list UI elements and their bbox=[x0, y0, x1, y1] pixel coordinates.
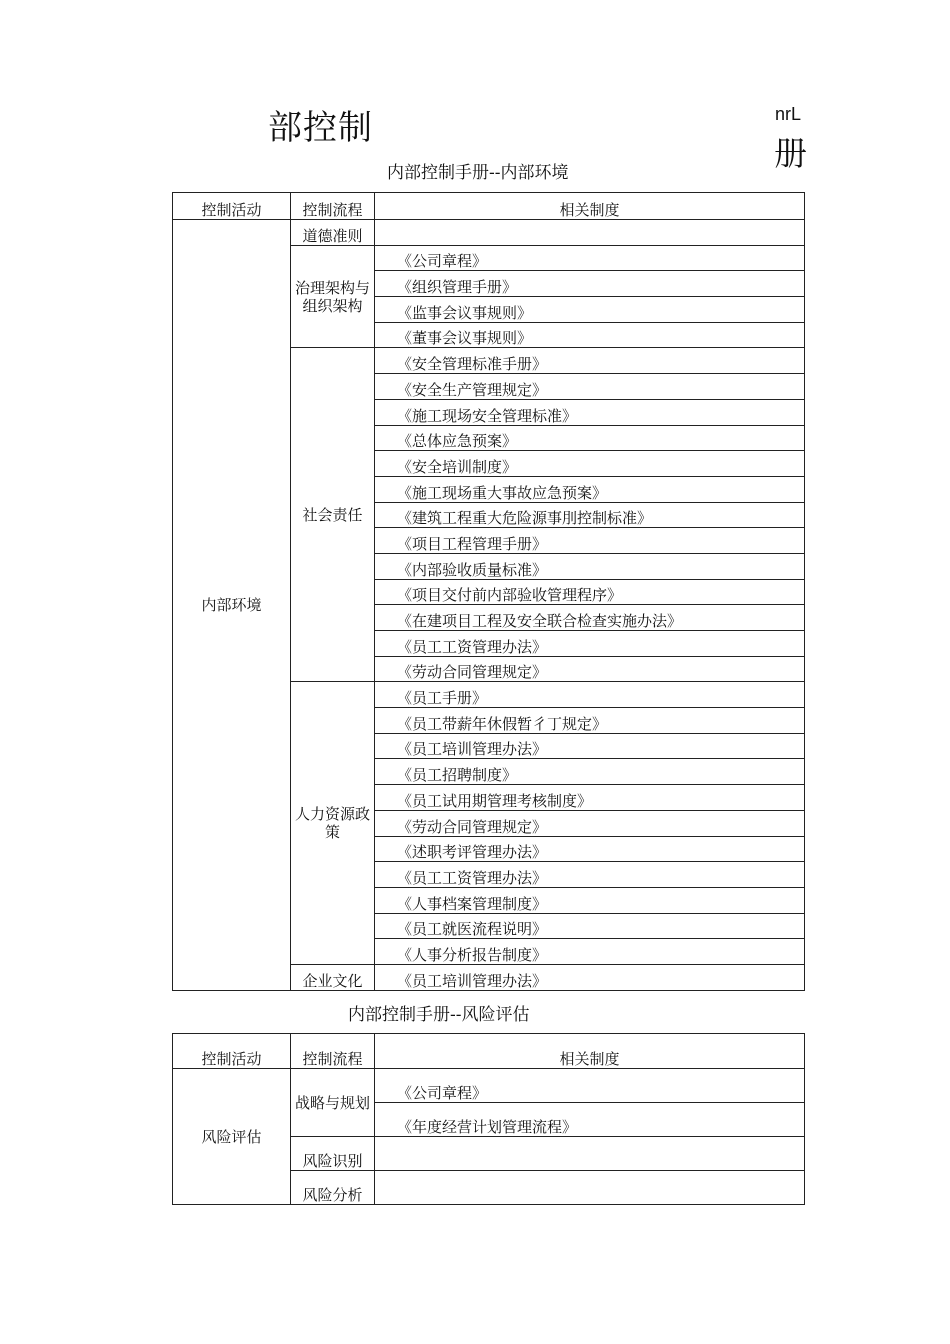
regulation-cell: 《施工现场安全管理标准》 bbox=[375, 399, 805, 425]
regulation-cell: 《公司章程》 bbox=[375, 245, 805, 271]
risk-assessment-table bbox=[172, 1033, 805, 1205]
header-corner-text: nrL bbox=[775, 104, 802, 124]
regulation-cell: 《员工试用期管理考核制度》 bbox=[375, 785, 805, 811]
control-process-cell: 风险分析 bbox=[291, 1171, 375, 1205]
table-row bbox=[173, 220, 805, 246]
regulation-cell: 《项目工程管理手册》 bbox=[375, 528, 805, 554]
regulation-cell: 《在建项目工程及安全联合检查实施办法》 bbox=[375, 605, 805, 631]
control-activity-cell: 风险评估 bbox=[173, 1069, 291, 1205]
column-header-regulations: 相关制度 bbox=[375, 193, 805, 220]
regulation-cell: 《安全生产管理规定》 bbox=[375, 374, 805, 400]
regulation-cell: 《员工工资管理办法》 bbox=[375, 862, 805, 888]
regulation-cell: 《员工招聘制度》 bbox=[375, 759, 805, 785]
regulation-cell: 《董事会议事规则》 bbox=[375, 322, 805, 348]
regulation-cell: 《组织管理手册》 bbox=[375, 271, 805, 297]
regulation-cell: 《员工培训管理办法》 bbox=[375, 964, 805, 990]
page-title: 部控制 bbox=[268, 108, 373, 148]
regulation-cell: 《员工工资管理办法》 bbox=[375, 631, 805, 657]
regulation-cell: 《监事会议事规则》 bbox=[375, 297, 805, 323]
table-header-row bbox=[173, 193, 805, 220]
regulation-cell: 《建筑工程重大危险源事刖控制标准》 bbox=[375, 502, 805, 528]
column-header-process: 控制流程 bbox=[291, 1034, 375, 1069]
control-activity-cell: 内部环境 bbox=[173, 220, 291, 991]
regulation-cell: 《劳动合同管理规定》 bbox=[375, 656, 805, 682]
internal-environment-table bbox=[172, 192, 805, 991]
control-process-cell: 治理架构与组织架构 bbox=[291, 245, 375, 348]
regulation-cell: 《安全管理标准手册》 bbox=[375, 348, 805, 374]
control-process-cell: 战略与规划 bbox=[291, 1069, 375, 1137]
control-process-cell: 社会责任 bbox=[291, 348, 375, 682]
regulation-cell: 《项目交付前内部验收管理程序》 bbox=[375, 579, 805, 605]
regulation-cell: 《人事档案管理制度》 bbox=[375, 887, 805, 913]
control-process-cell: 人力资源政策 bbox=[291, 682, 375, 965]
regulation-cell: 《员工手册》 bbox=[375, 682, 805, 708]
regulation-cell: 《人事分析报告制度》 bbox=[375, 939, 805, 965]
header-corner-glyph: 册 bbox=[774, 134, 807, 173]
column-header-activity: 控制活动 bbox=[173, 193, 291, 220]
regulation-cell bbox=[375, 220, 805, 246]
table-header-row bbox=[173, 1034, 805, 1069]
control-process-cell: 企业文化 bbox=[291, 964, 375, 990]
regulation-cell: 《员工带薪年休假暂彳丁规定》 bbox=[375, 708, 805, 734]
control-process-cell: 风险识别 bbox=[291, 1137, 375, 1171]
section-title-risk-assessment: 内部控制手册--风险评估 bbox=[348, 1005, 530, 1025]
regulation-cell: 《员工培训管理办法》 bbox=[375, 733, 805, 759]
control-process-cell: 道德准则 bbox=[291, 220, 375, 246]
section-title-internal-environment: 内部控制手册--内部环境 bbox=[387, 163, 569, 183]
column-header-activity: 控制活动 bbox=[173, 1034, 291, 1069]
regulation-cell: 《劳动合同管理规定》 bbox=[375, 810, 805, 836]
column-header-regulations: 相关制度 bbox=[375, 1034, 805, 1069]
table-row bbox=[173, 1069, 805, 1103]
regulation-cell: 《述职考评管理办法》 bbox=[375, 836, 805, 862]
regulation-cell: 《公司章程》 bbox=[375, 1069, 805, 1103]
regulation-cell: 《施工现场重大事故应急预案》 bbox=[375, 476, 805, 502]
regulation-cell: 《内部验收质量标准》 bbox=[375, 553, 805, 579]
column-header-process: 控制流程 bbox=[291, 193, 375, 220]
regulation-cell: 《年度经营计划管理流程》 bbox=[375, 1103, 805, 1137]
regulation-cell bbox=[375, 1171, 805, 1205]
regulation-cell bbox=[375, 1137, 805, 1171]
regulation-cell: 《员工就医流程说明》 bbox=[375, 913, 805, 939]
regulation-cell: 《总体应急预案》 bbox=[375, 425, 805, 451]
regulation-cell: 《安全培训制度》 bbox=[375, 451, 805, 477]
